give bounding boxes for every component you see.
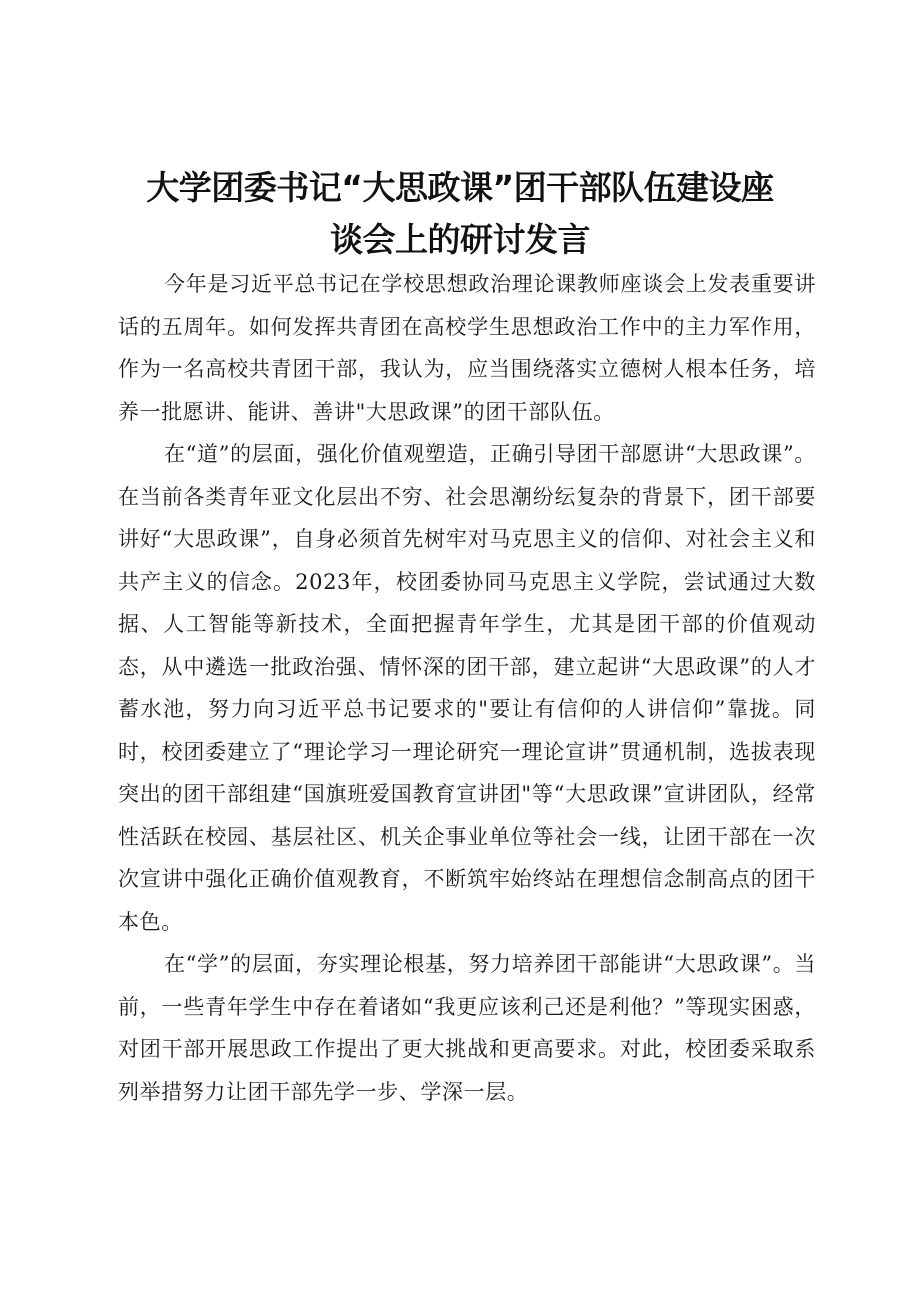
paragraph-xue: 在“学”的层面，夯实理论根基，努力培养团干部能讲“大思政课”。当前，一些青年学生中存在着诸如“我更应该利己还是利他？”等现实困惑，对团干部开展思政工作提出了更大挑战和更高要求。对此，校团委采取系列举措努力让团干部先学一步、学深一层。 xyxy=(118,952,816,1104)
paragraph-dao: 在“道”的层面，强化价值观塑造，正确引导团干部愿讲“大思政课”。在当前各类青年亚文化层出不穷、社会思潮纷纭复杂的背景下，团干部要讲好“大思政课”，自身必须首先树牢对马克思主义的信仰、对社会主义和共产主义的信念。2023年，校团委协同马克思主义学院，尝试通过大数据、人工智能等新技术，全面把握青年学生，尤其是团干部的价值观动态，从中遴选一批政治强、情怀深的团干部，建立起讲“大思政课”的人才蓄水池，努力向习近平总书记要求的"要让有信仰的人讲信仰”靠拢。同时，校团委建立了“理论学习一理论研究一理论宣讲”贯通机制，选拔表现突出的团干部组建“国旗班爱国教育宣讲团"等“大思政课”宣讲团队，经常性活跃在校园、基层社区、机关企事业单位等社会一线，让团干部在一次次宣讲中强化正确价值观教育，不断筑牢始终站在理想信念制高点的团干本色。 xyxy=(118,442,816,934)
title-line-2: 谈会上的研讨发言 xyxy=(330,220,590,259)
title-line-1: 大学团委书记“大思政课”团干部队伍建设座 xyxy=(146,168,774,207)
document-body xyxy=(118,263,816,1113)
document-title xyxy=(0,162,920,266)
paragraph-intro: 今年是习近平总书记在学校思想政治理论课教师座谈会上发表重要讲话的五周年。如何发挥共青团在高校学生思想政治工作中的主力军作用，作为一名高校共青团干部，我认为，应当围绕落实立德树人根本任务，培养一批愿讲、能讲、善讲"大思政课”的团干部队伍。 xyxy=(118,272,816,424)
